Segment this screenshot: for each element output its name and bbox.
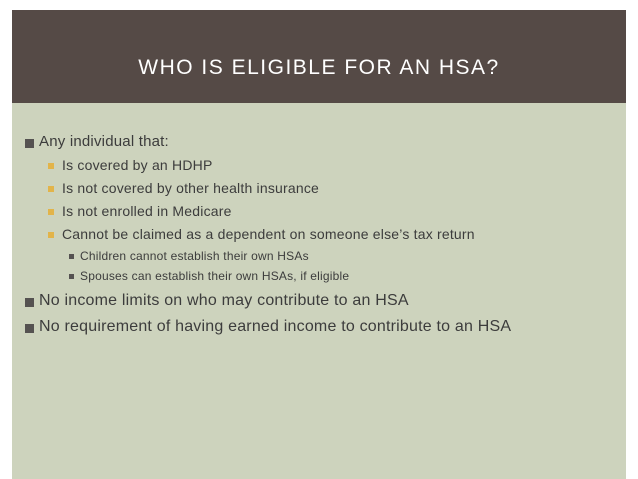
square-bullet-icon — [25, 324, 34, 333]
bullet-text: Children cannot establish their own HSAs — [80, 249, 309, 263]
square-bullet-icon — [69, 274, 74, 279]
bullet-text: No income limits on who may contribute to an HSA — [39, 292, 409, 309]
bullet-text: Spouses can establish their own HSAs, if eligible — [80, 269, 350, 283]
square-bullet-icon — [25, 298, 34, 307]
slide-title: WHO IS ELIGIBLE FOR AN HSA? — [138, 56, 500, 79]
slide — [12, 10, 626, 479]
square-bullet-icon — [25, 139, 34, 148]
square-bullet-icon — [48, 163, 54, 169]
title-bar — [12, 10, 626, 103]
bullet-text: Cannot be claimed as a dependent on someone else’s tax return — [62, 226, 475, 242]
bullet-text: Is not covered by other health insurance — [62, 180, 320, 196]
square-bullet-icon — [48, 186, 54, 192]
bullet-text: Is not enrolled in Medicare — [62, 203, 232, 219]
square-bullet-icon — [48, 232, 54, 238]
bullet-text: Is covered by an HDHP — [62, 157, 213, 173]
bullet-text: Any individual that: — [39, 133, 169, 150]
square-bullet-icon — [48, 209, 54, 215]
square-bullet-icon — [69, 254, 74, 259]
bullet-text: No requirement of having earned income to contribute to an HSA — [39, 318, 512, 335]
